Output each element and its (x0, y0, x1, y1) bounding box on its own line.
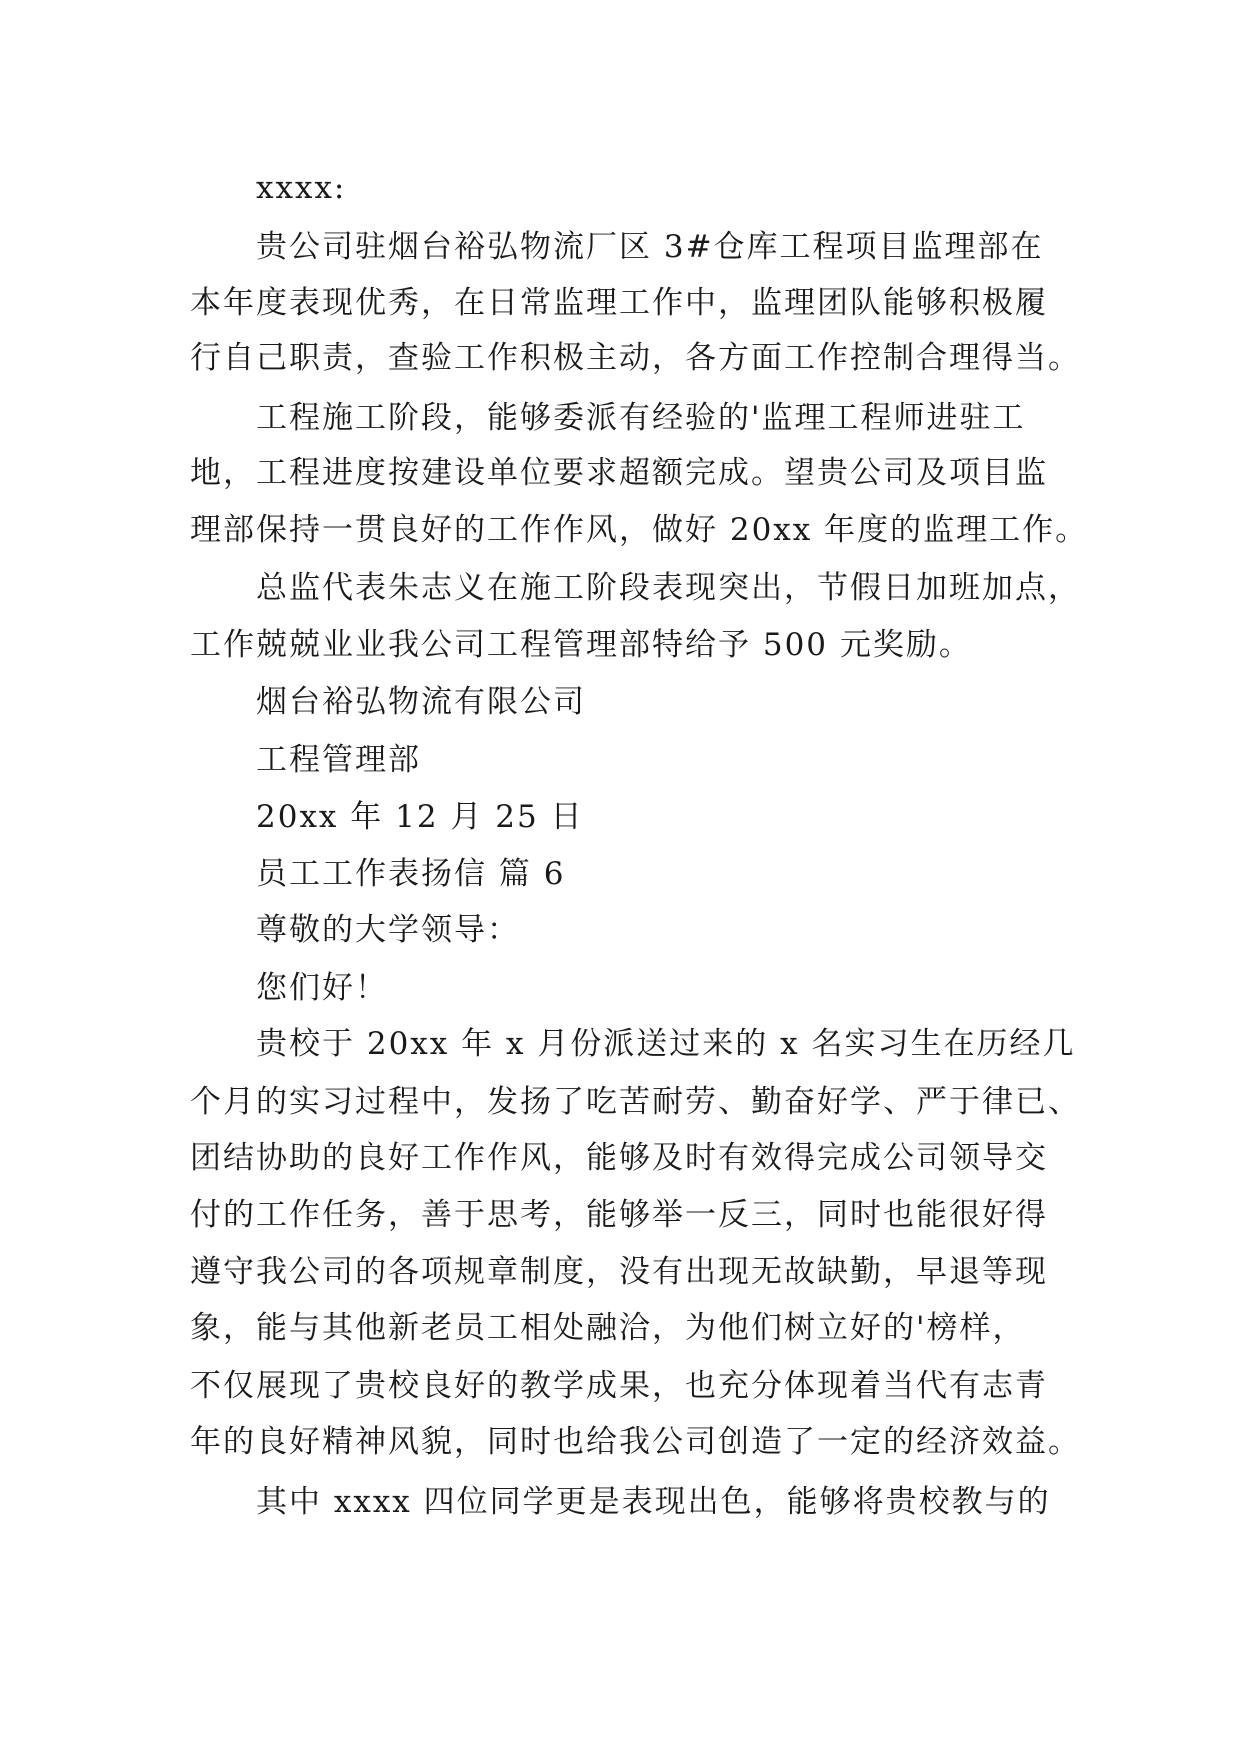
greeting-line: 您们好！ (256, 970, 388, 1006)
paragraph-line: 地，工程进度按建设单位要求超额完成。望贵公司及项目监 (190, 455, 1048, 491)
paragraph-line: 贵校于 20xx 年 x 月份派送过来的 x 名实习生在历经几 (256, 1026, 1076, 1062)
signature-department: 工程管理部 (256, 742, 421, 778)
salutation-line: 尊敬的大学领导： (256, 912, 520, 948)
salutation-line: xxxx: (256, 170, 347, 206)
paragraph-line: 其中 xxxx 四位同学更是表现出色，能够将贵校教与的 (256, 1484, 1051, 1520)
paragraph-line: 团结协助的良好工作作风，能够及时有效得完成公司领导交 (190, 1140, 1048, 1176)
paragraph-line: 遵守我公司的各项规章制度，没有出现无故缺勤，早退等现 (190, 1254, 1048, 1290)
section-heading: 员工工作表扬信 篇 6 (256, 856, 566, 892)
paragraph-line: 工程施工阶段，能够委派有经验的'监理工程师进驻工 (256, 400, 1026, 436)
paragraph-line: 本年度表现优秀，在日常监理工作中，监理团队能够积极履 (190, 285, 1048, 321)
paragraph-line: 不仅展现了贵校良好的教学成果，也充分体现着当代有志青 (190, 1368, 1048, 1404)
paragraph-line: 工作兢兢业业我公司工程管理部特给予 500 元奖励。 (190, 627, 972, 663)
paragraph-line: 个月的实习过程中，发扬了吃苦耐劳、勤奋好学、严于律已、 (190, 1084, 1081, 1120)
paragraph-line: 付的工作任务，善于思考，能够举一反三，同时也能很好得 (190, 1197, 1048, 1233)
paragraph-line: 贵公司驻烟台裕弘物流厂区 3#仓库工程项目监理部在 (256, 229, 1044, 265)
paragraph-line: 行自己职责，查验工作积极主动，各方面工作控制合理得当。 (190, 340, 1081, 376)
paragraph-line: 理部保持一贯良好的工作作风，做好 20xx 年度的监理工作。 (190, 512, 1089, 548)
paragraph-line: 象，能与其他新老员工相处融洽，为他们树立好的'榜样， (190, 1310, 1026, 1346)
signature-date: 20xx 年 12 月 25 日 (256, 799, 584, 835)
paragraph-line: 年的良好精神风貌，同时也给我公司创造了一定的经济效益。 (190, 1424, 1081, 1460)
signature-company: 烟台裕弘物流有限公司 (256, 684, 586, 720)
paragraph-line: 总监代表朱志义在施工阶段表现突出，节假日加班加点， (256, 570, 1081, 606)
